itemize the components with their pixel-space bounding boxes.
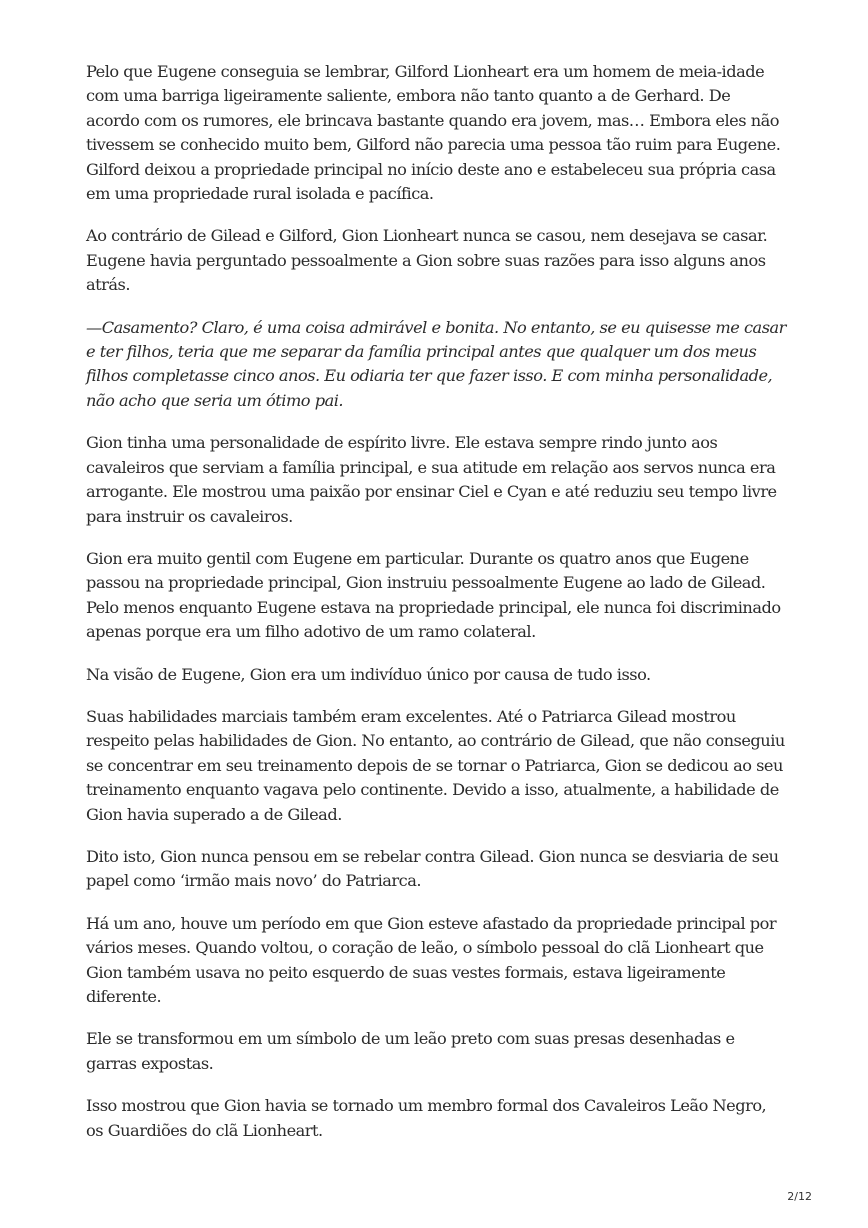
paragraph-10: Ele se transformou em um símbolo de um leão preto com suas presas desenhadas e garras expostas. [86, 1029, 735, 1073]
paragraph-11: Isso mostrou que Gion havia se tornado um membro formal dos Cavaleiros Leão Negro, os Guardiões do clã Lionheart. [86, 1096, 767, 1140]
paragraph-9: Há um ano, houve um período em que Gion esteve afastado da propriedade principal por vários meses. Quando voltou, o coração de leão, o símbolo pessoal do clã Lionheart que Gion também usava no peito esquerdo de suas vestes formais, estava ligeiramente diferente. [86, 913, 777, 1006]
paragraph-1: Pelo que Eugene conseguia se lembrar, Gilford Lionheart era um homem de meia-idade com uma barriga ligeiramente saliente, embora não tanto quanto a de Gerhard. De acordo com os rumores, ele brincava bastante quando era jovem, mas… Embora eles não tivessem se conhecido muito bem, Gilford não parecia uma pessoa tão ruim para Eugene. Gilford deixou a propriedade principal no início deste ano e estabeleceu sua própria casa em uma propriedade rural isolada e pacífica. [86, 62, 781, 204]
paragraph-4: Gion tinha uma personalidade de espírito livre. Ele estava sempre rindo junto aos cavaleiros que serviam a família principal, e sua atitude em relação aos servos nunca era arrogante. Ele mostrou uma paixão por ensinar Ciel e Cyan e até reduziu seu tempo livre para instruir os cavaleiros. [86, 433, 777, 526]
paragraph-2: Ao contrário de Gilead e Gilford, Gion Lionheart nunca se casou, nem desejava se casar. Eugene havia perguntado pessoalmente a Gion sobre suas razões para isso alguns anos atrás. [86, 226, 768, 295]
paragraph-5: Gion era muito gentil com Eugene em particular. Durante os quatro anos que Eugene passou na propriedade principal, Gion instruiu pessoalmente Eugene ao lado de Gilead. Pelo menos enquanto Eugene estava na propriedade principal, ele nunca foi discriminado apenas porque era um filho adotivo de um ramo colateral. [86, 548, 781, 642]
paragraph-7: Suas habilidades marciais também eram excelentes. Até o Patriarca Gilead mostrou respeito pelas habilidades de Gion. No entanto, ao contrário de Gilead, que não conseguiu se concentrar em seu treinamento depois de se tornar o Patriarca, Gion se dedicou ao seu treinamento enquanto vagava pelo continente. Devido a isso, atualmente, a habilidade de Gion havia superado a de Gilead. [86, 706, 785, 824]
paragraph-6: Na visão de Eugene, Gion era um indivíduo único por causa de tudo isso. [86, 664, 651, 684]
document-body [86, 60, 786, 1161]
page-number: 2/12 [787, 1190, 812, 1203]
paragraph-3-quote: —Casamento? Claro, é uma coisa admirável e bonita. No entanto, se eu quisesse me casar e ter filhos, teria que me separar da família principal antes que qualquer um dos meus filhos completasse cinco anos. Eu odiaria ter que fazer isso. E com minha personalidade, não acho que seria um ótimo pai. [86, 317, 786, 410]
paragraph-8: Dito isto, Gion nunca pensou em se rebelar contra Gilead. Gion nunca se desviaria de seu papel como ‘irmão mais novo’ do Patriarca. [86, 846, 779, 891]
